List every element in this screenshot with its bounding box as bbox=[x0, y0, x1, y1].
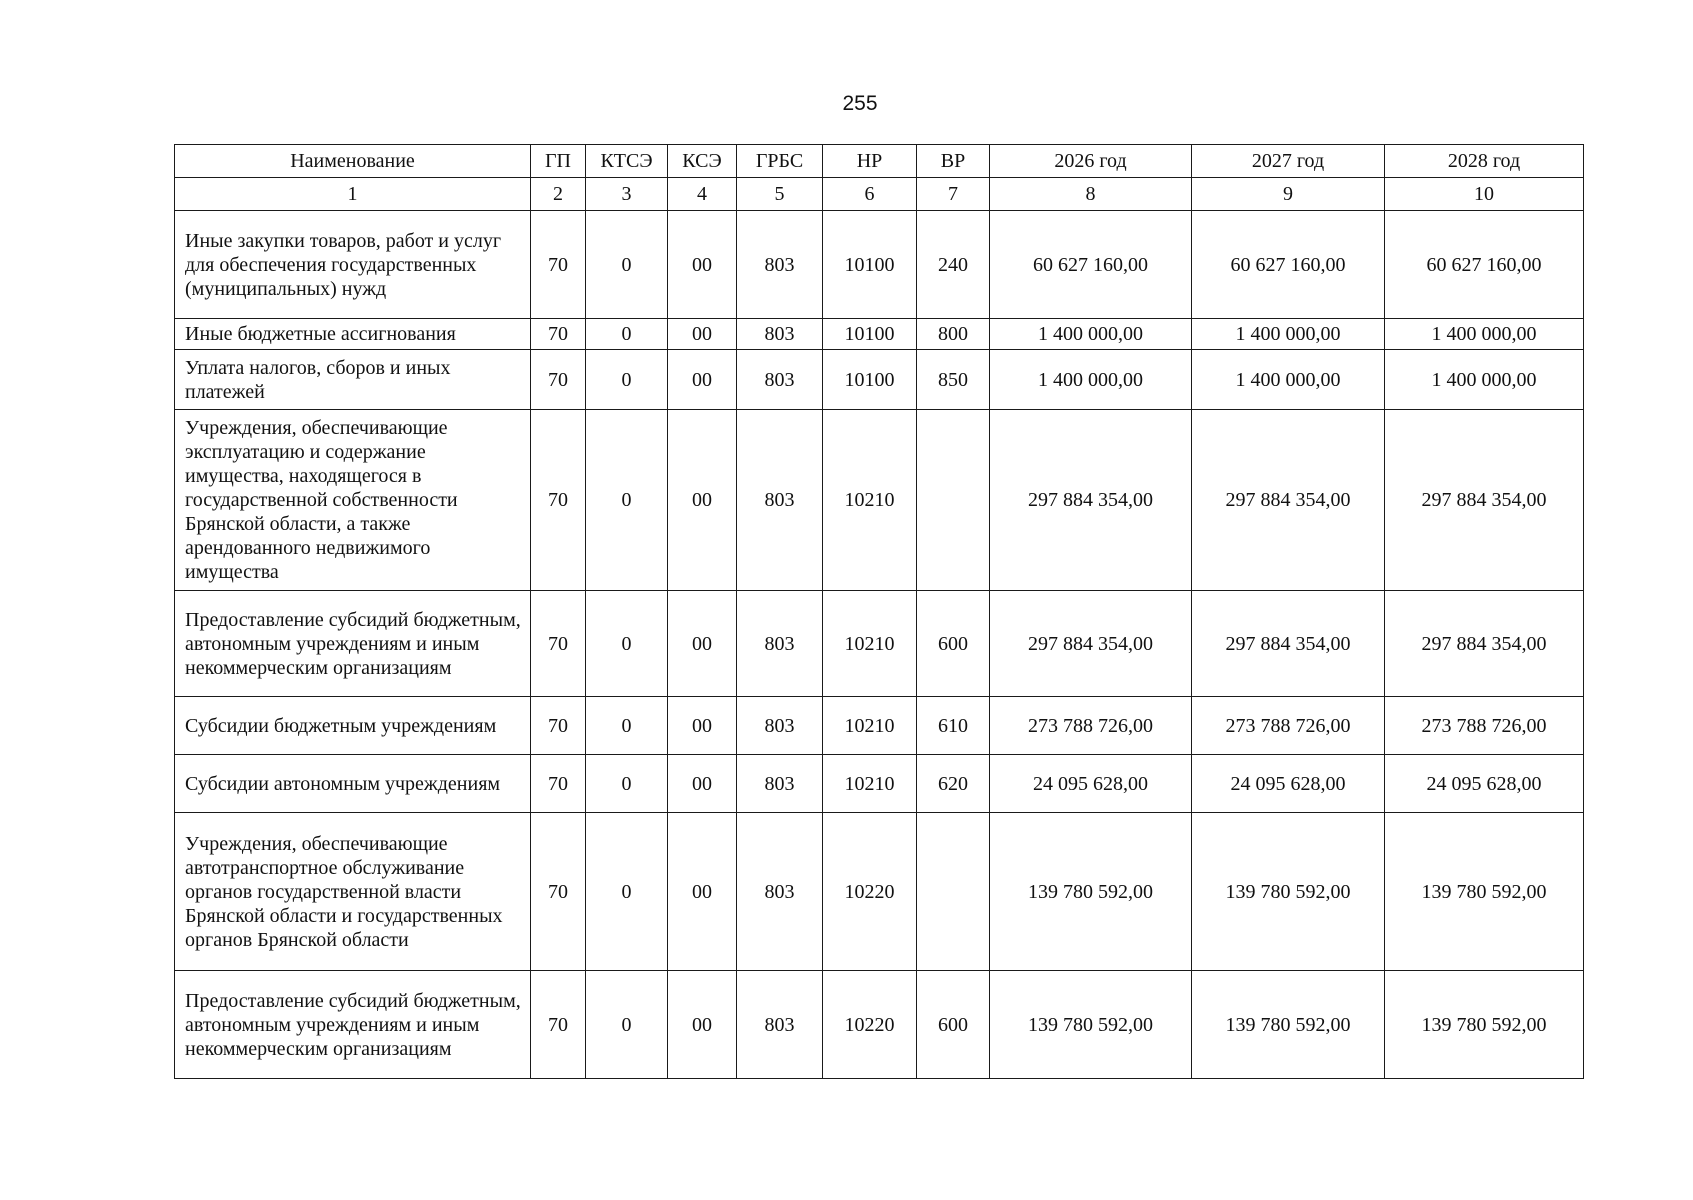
col-number: 2 bbox=[531, 178, 586, 211]
col-header-2027: 2027 год bbox=[1192, 145, 1385, 178]
row-name: Иные бюджетные ассигнования bbox=[175, 319, 531, 350]
cell-grbs: 803 bbox=[737, 319, 823, 350]
cell-2027: 297 884 354,00 bbox=[1192, 591, 1385, 697]
cell-2026: 60 627 160,00 bbox=[990, 211, 1192, 319]
cell-gp: 70 bbox=[531, 813, 586, 971]
cell-ktse: 0 bbox=[586, 350, 668, 410]
cell-kse: 00 bbox=[668, 350, 737, 410]
row-name: Уплата налогов, сборов и иных платежей bbox=[175, 350, 531, 410]
cell-gp: 70 bbox=[531, 319, 586, 350]
table-row bbox=[175, 591, 1584, 697]
cell-nr: 10220 bbox=[823, 971, 917, 1079]
cell-2028: 139 780 592,00 bbox=[1385, 971, 1584, 1079]
cell-gp: 70 bbox=[531, 410, 586, 591]
row-name: Учреждения, обеспечивающие автотранспортное обслуживание органов государственной власти Брянской области и государственных органов Брянской области bbox=[175, 813, 531, 971]
cell-vr bbox=[917, 813, 990, 971]
col-number: 1 bbox=[175, 178, 531, 211]
cell-2028: 1 400 000,00 bbox=[1385, 319, 1584, 350]
cell-2026: 139 780 592,00 bbox=[990, 971, 1192, 1079]
cell-2026: 273 788 726,00 bbox=[990, 697, 1192, 755]
col-header-kse: КСЭ bbox=[668, 145, 737, 178]
col-number: 3 bbox=[586, 178, 668, 211]
cell-2027: 139 780 592,00 bbox=[1192, 971, 1385, 1079]
table-row bbox=[175, 813, 1584, 971]
table-row bbox=[175, 211, 1584, 319]
column-number-row bbox=[175, 178, 1584, 211]
cell-2027: 1 400 000,00 bbox=[1192, 319, 1385, 350]
table-row bbox=[175, 697, 1584, 755]
cell-nr: 10100 bbox=[823, 211, 917, 319]
cell-nr: 10210 bbox=[823, 591, 917, 697]
cell-2026: 24 095 628,00 bbox=[990, 755, 1192, 813]
row-name: Иные закупки товаров, работ и услуг для обеспечения государственных (муниципальных) нужд bbox=[175, 211, 531, 319]
cell-2028: 24 095 628,00 bbox=[1385, 755, 1584, 813]
budget-table bbox=[174, 144, 1584, 1079]
cell-grbs: 803 bbox=[737, 813, 823, 971]
cell-2026: 297 884 354,00 bbox=[990, 410, 1192, 591]
cell-kse: 00 bbox=[668, 697, 737, 755]
cell-2028: 297 884 354,00 bbox=[1385, 410, 1584, 591]
col-header-2028: 2028 год bbox=[1385, 145, 1584, 178]
table-row bbox=[175, 319, 1584, 350]
cell-2028: 1 400 000,00 bbox=[1385, 350, 1584, 410]
cell-ktse: 0 bbox=[586, 319, 668, 350]
cell-vr: 850 bbox=[917, 350, 990, 410]
cell-ktse: 0 bbox=[586, 971, 668, 1079]
table-row bbox=[175, 755, 1584, 813]
cell-vr bbox=[917, 410, 990, 591]
cell-grbs: 803 bbox=[737, 697, 823, 755]
cell-2027: 1 400 000,00 bbox=[1192, 350, 1385, 410]
cell-gp: 70 bbox=[531, 697, 586, 755]
cell-2026: 139 780 592,00 bbox=[990, 813, 1192, 971]
cell-nr: 10100 bbox=[823, 319, 917, 350]
cell-ktse: 0 bbox=[586, 211, 668, 319]
cell-nr: 10210 bbox=[823, 755, 917, 813]
col-number: 8 bbox=[990, 178, 1192, 211]
table-row bbox=[175, 350, 1584, 410]
cell-vr: 600 bbox=[917, 591, 990, 697]
cell-ktse: 0 bbox=[586, 697, 668, 755]
cell-grbs: 803 bbox=[737, 211, 823, 319]
col-number: 5 bbox=[737, 178, 823, 211]
cell-vr: 240 bbox=[917, 211, 990, 319]
row-name: Субсидии бюджетным учреждениям bbox=[175, 697, 531, 755]
cell-ktse: 0 bbox=[586, 591, 668, 697]
cell-kse: 00 bbox=[668, 319, 737, 350]
cell-grbs: 803 bbox=[737, 350, 823, 410]
cell-kse: 00 bbox=[668, 211, 737, 319]
cell-2026: 297 884 354,00 bbox=[990, 591, 1192, 697]
row-name: Субсидии автономным учреждениям bbox=[175, 755, 531, 813]
table-row bbox=[175, 410, 1584, 591]
cell-kse: 00 bbox=[668, 813, 737, 971]
col-header-nr: НР bbox=[823, 145, 917, 178]
cell-ktse: 0 bbox=[586, 813, 668, 971]
cell-2027: 24 095 628,00 bbox=[1192, 755, 1385, 813]
cell-vr: 600 bbox=[917, 971, 990, 1079]
cell-nr: 10100 bbox=[823, 350, 917, 410]
col-number: 9 bbox=[1192, 178, 1385, 211]
col-header-2026: 2026 год bbox=[990, 145, 1192, 178]
col-number: 6 bbox=[823, 178, 917, 211]
cell-nr: 10210 bbox=[823, 410, 917, 591]
page-number: 255 bbox=[842, 92, 878, 115]
cell-grbs: 803 bbox=[737, 591, 823, 697]
cell-kse: 00 bbox=[668, 591, 737, 697]
row-name: Учреждения, обеспечивающие эксплуатацию и содержание имущества, находящегося в государственной собственности Брянской области, а также арендованного недвижимого имущества bbox=[175, 410, 531, 591]
col-header-vr: ВР bbox=[917, 145, 990, 178]
cell-vr: 620 bbox=[917, 755, 990, 813]
cell-gp: 70 bbox=[531, 591, 586, 697]
cell-ktse: 0 bbox=[586, 755, 668, 813]
cell-ktse: 0 bbox=[586, 410, 668, 591]
cell-kse: 00 bbox=[668, 971, 737, 1079]
cell-kse: 00 bbox=[668, 410, 737, 591]
cell-vr: 610 bbox=[917, 697, 990, 755]
col-header-grbs: ГРБС bbox=[737, 145, 823, 178]
row-name: Предоставление субсидий бюджетным, автономным учреждениям и иным некоммерческим организациям bbox=[175, 971, 531, 1079]
cell-grbs: 803 bbox=[737, 755, 823, 813]
cell-nr: 10220 bbox=[823, 813, 917, 971]
cell-kse: 00 bbox=[668, 755, 737, 813]
cell-2026: 1 400 000,00 bbox=[990, 319, 1192, 350]
cell-2027: 60 627 160,00 bbox=[1192, 211, 1385, 319]
cell-gp: 70 bbox=[531, 971, 586, 1079]
cell-2027: 139 780 592,00 bbox=[1192, 813, 1385, 971]
cell-2028: 297 884 354,00 bbox=[1385, 591, 1584, 697]
cell-2026: 1 400 000,00 bbox=[990, 350, 1192, 410]
cell-2028: 273 788 726,00 bbox=[1385, 697, 1584, 755]
cell-grbs: 803 bbox=[737, 971, 823, 1079]
cell-vr: 800 bbox=[917, 319, 990, 350]
col-number: 10 bbox=[1385, 178, 1584, 211]
cell-grbs: 803 bbox=[737, 410, 823, 591]
col-header-name: Наименование bbox=[175, 145, 531, 178]
cell-nr: 10210 bbox=[823, 697, 917, 755]
row-name: Предоставление субсидий бюджетным, автономным учреждениям и иным некоммерческим организациям bbox=[175, 591, 531, 697]
header-row bbox=[175, 145, 1584, 178]
col-number: 4 bbox=[668, 178, 737, 211]
cell-2027: 273 788 726,00 bbox=[1192, 697, 1385, 755]
col-header-gp: ГП bbox=[531, 145, 586, 178]
col-header-ktse: КТСЭ bbox=[586, 145, 668, 178]
col-number: 7 bbox=[917, 178, 990, 211]
cell-2028: 60 627 160,00 bbox=[1385, 211, 1584, 319]
table-row bbox=[175, 971, 1584, 1079]
cell-gp: 70 bbox=[531, 350, 586, 410]
cell-2028: 139 780 592,00 bbox=[1385, 813, 1584, 971]
cell-gp: 70 bbox=[531, 755, 586, 813]
cell-2027: 297 884 354,00 bbox=[1192, 410, 1385, 591]
cell-gp: 70 bbox=[531, 211, 586, 319]
